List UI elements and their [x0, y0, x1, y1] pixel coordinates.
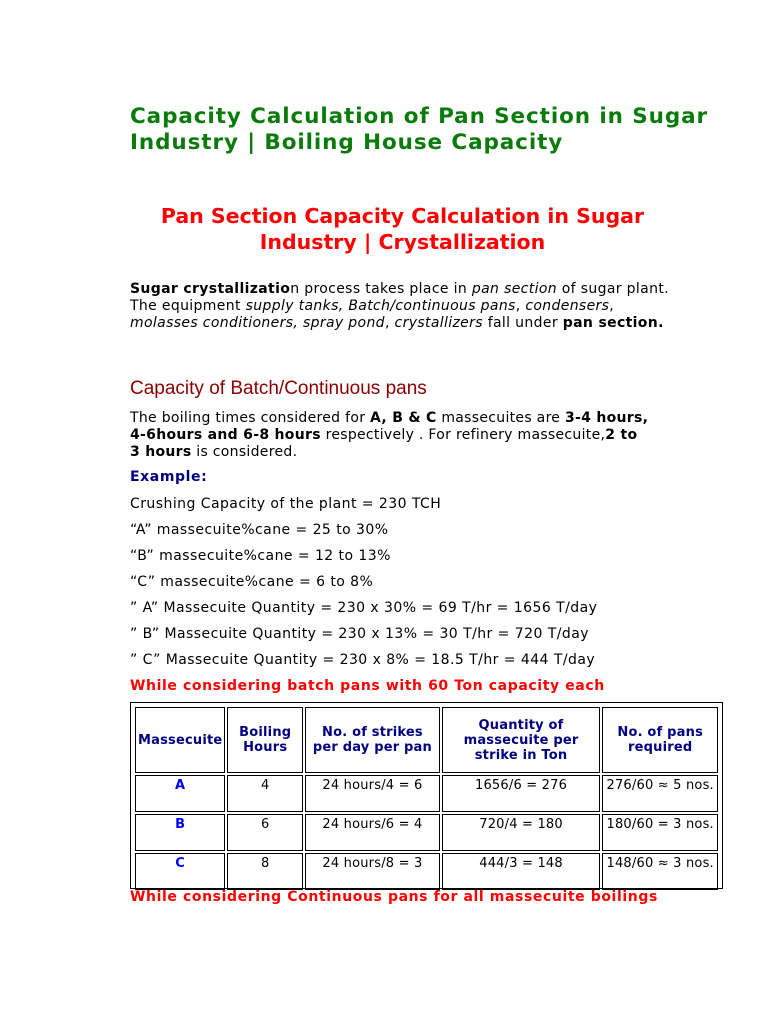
table-cell-massecuite: A: [135, 775, 225, 812]
column-header-massecuite: Massecuite: [135, 707, 225, 773]
calc-line-b-percent: “B” massecuite%cane = 12 to 13%: [130, 548, 391, 564]
table-cell-pans: 148/60 ≈ 3 nos.: [602, 853, 718, 890]
page-title: Capacity Calculation of Pan Section in Sugar Industry | Boiling House Capacity: [130, 104, 709, 155]
page-subtitle: Pan Section Capacity Calculation in Sugar Industry | Crystallization: [160, 204, 645, 254]
column-header-boiling-hours: Boiling Hours: [227, 707, 303, 773]
table-cell-hours: 4: [227, 775, 303, 812]
intro-bold-term: pan section.: [562, 315, 664, 331]
intro-italic-term: condensers: [525, 298, 610, 314]
pans-table: [133, 705, 720, 892]
calc-line-b-quantity: ” B” Massecuite Quantity = 230 x 13% = 30 T/hr = 720 T/day: [130, 626, 589, 642]
calc-line-c-quantity: ” C” Massecuite Quantity = 230 x 8% = 18.5 T/hr = 444 T/day: [130, 652, 596, 668]
table-cell-quantity: 444/3 = 148: [442, 853, 601, 890]
column-header-strikes: No. of strikes per day per pan: [305, 707, 440, 773]
boiling-times-paragraph: [130, 410, 650, 461]
boiling-bold: A, B & C: [370, 410, 437, 426]
calc-line-c-percent: “C” massecuite%cane = 6 to 8%: [130, 574, 374, 590]
table-cell-pans: 276/60 ≈ 5 nos.: [602, 775, 718, 812]
intro-italic-term: crystallizers: [394, 315, 483, 331]
intro-paragraph: [130, 281, 670, 332]
intro-text: ,: [384, 315, 395, 331]
intro-text: n process takes place in: [290, 281, 472, 297]
batch-pans-note: While considering batch pans with 60 Ton capacity each: [130, 678, 605, 694]
boiling-bold: 3-4 hours, 4-6hours and 6-8 hours: [130, 410, 649, 443]
table-cell-strikes: 24 hours/8 = 3: [305, 853, 440, 890]
table-cell-strikes: 24 hours/4 = 6: [305, 775, 440, 812]
calc-line-a-quantity: ” A” Massecuite Quantity = 230 x 30% = 69 T/hr = 1656 T/day: [130, 600, 598, 616]
table-header-row: [135, 707, 718, 773]
intro-text: ,: [609, 298, 615, 314]
intro-text: of sugar plant. The equipment: [130, 281, 669, 314]
intro-bold-term: Sugar crystallizatio: [130, 281, 291, 297]
table-cell-quantity: 720/4 = 180: [442, 814, 601, 851]
intro-text: fall under: [482, 315, 563, 331]
table-cell-hours: 6: [227, 814, 303, 851]
table-cell-hours: 8: [227, 853, 303, 890]
column-header-quantity: Quantity of massecuite per strike in Ton: [442, 707, 601, 773]
table-row: [135, 814, 718, 851]
boiling-text: The boiling times considered for: [130, 410, 371, 426]
section-heading: Capacity of Batch/Continuous pans: [130, 378, 427, 399]
example-label: Example:: [130, 469, 208, 485]
table-row: [135, 853, 718, 890]
boiling-text: respectively . For refinery massecuite,: [320, 427, 606, 443]
boiling-text: massecuites are: [436, 410, 565, 426]
calc-line-crushing: Crushing Capacity of the plant = 230 TCH: [130, 496, 442, 512]
table-cell-strikes: 24 hours/6 = 4: [305, 814, 440, 851]
intro-text: ,: [515, 298, 526, 314]
calc-line-a-percent: “A” massecuite%cane = 25 to 30%: [130, 522, 389, 538]
table-cell-quantity: 1656/6 = 276: [442, 775, 601, 812]
pans-table-frame: [130, 702, 723, 889]
intro-italic-term: molasses conditioners, spray pond: [130, 315, 385, 331]
continuous-pans-note: While considering Continuous pans for all massecuite boilings: [130, 889, 658, 905]
table-cell-massecuite: B: [135, 814, 225, 851]
column-header-pans-required: No. of pans required: [602, 707, 718, 773]
boiling-text: is considered.: [191, 444, 298, 460]
table-cell-massecuite: C: [135, 853, 225, 890]
table-cell-pans: 180/60 = 3 nos.: [602, 814, 718, 851]
intro-italic-term: pan section: [471, 281, 557, 297]
intro-italic-term: supply tanks, Batch/continuous pans: [245, 298, 516, 314]
table-row: [135, 775, 718, 812]
boiling-bold: 2 to 3 hours: [130, 427, 638, 460]
